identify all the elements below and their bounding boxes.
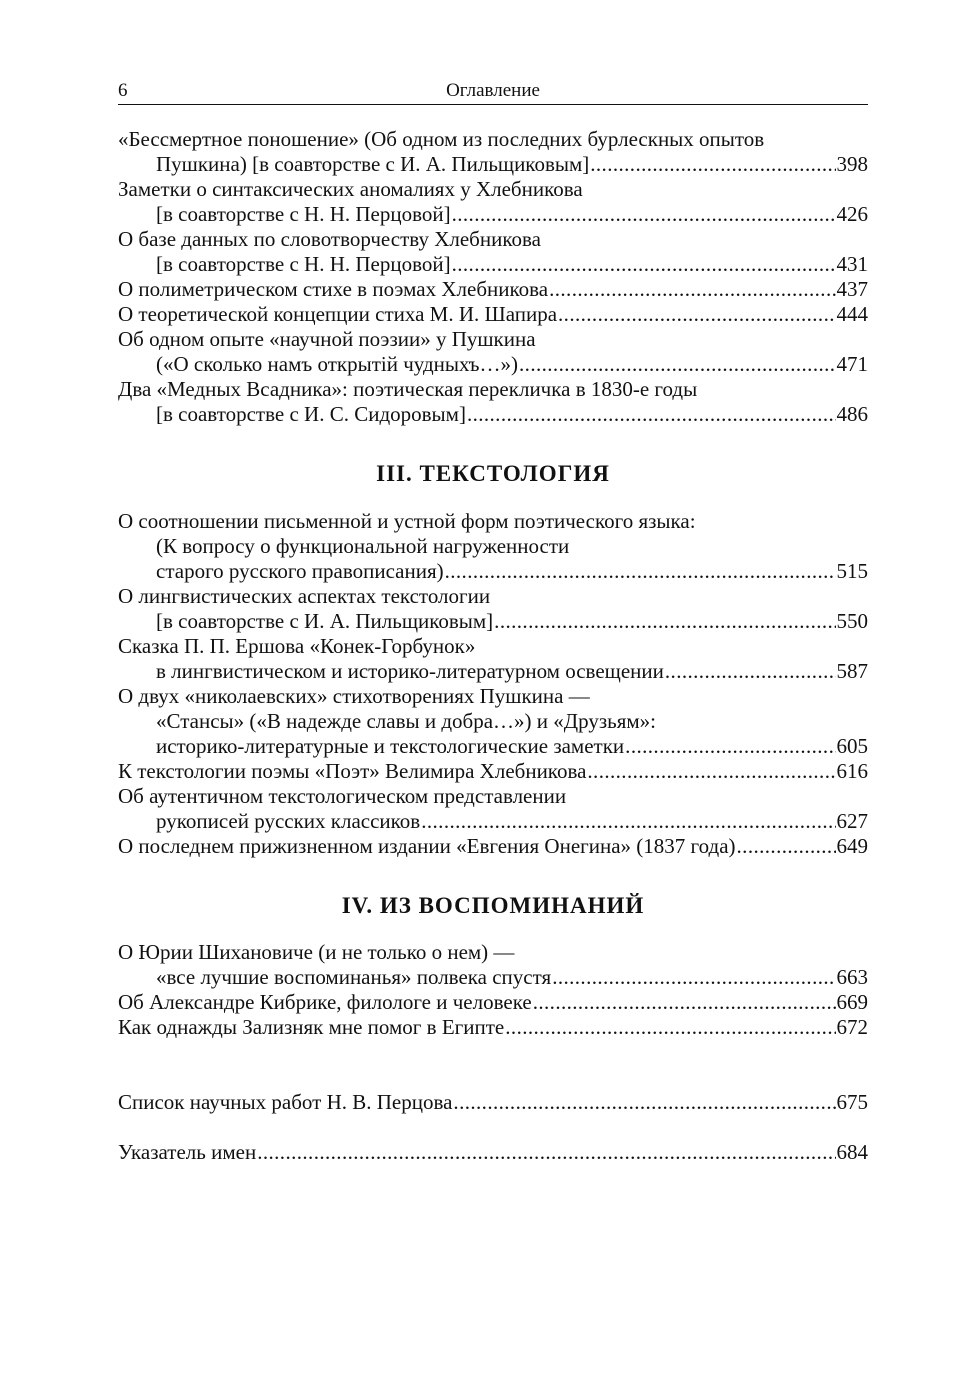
toc-entry-text: рукописей русских классиков (156, 809, 421, 833)
toc-page-ref: 444 (836, 302, 868, 326)
toc-section-memoirs (118, 940, 868, 1040)
toc-page-ref: 605 (836, 734, 868, 758)
toc-entry-text: Указатель имен (118, 1140, 257, 1164)
dot-leader (533, 990, 836, 1015)
toc-page-ref: 398 (836, 152, 868, 176)
toc-entry[interactable] (118, 327, 868, 377)
toc-entry-line: О Юрии Шихановиче (и не только о нем) — (118, 940, 515, 964)
toc-entry-line: О соотношении письменной и устной форм поэтического языка: (118, 509, 696, 533)
dot-leader (494, 609, 835, 634)
dot-leader (587, 759, 835, 784)
toc-entry-text: [в соавторстве с Н. Н. Перцовой] (156, 252, 451, 276)
dot-leader (549, 277, 835, 302)
toc-entry-text: О полиметрическом стихе в поэмах Хлебникова (118, 277, 549, 301)
toc-entry-leader (118, 352, 868, 377)
toc-entry-line: «Стансы» («В надежде славы и добра…») и «Друзьям»: (156, 709, 656, 733)
section-title-memoirs: IV. ИЗ ВОСПОМИНАНИЙ (341, 893, 645, 918)
dot-leader (452, 252, 836, 277)
toc-entry[interactable] (118, 784, 868, 834)
toc-entry[interactable] (118, 584, 868, 634)
toc-entry-leader (118, 759, 868, 784)
toc-entry-line: Заметки о синтаксических аномалиях у Хлебникова (118, 177, 583, 201)
toc-entry-line: О двух «николаевских» стихотворениях Пушкина — (118, 684, 590, 708)
toc-page-ref: 437 (836, 277, 868, 301)
toc-page-ref: 550 (836, 609, 868, 633)
dot-leader (257, 1140, 835, 1165)
toc-entry[interactable] (118, 634, 868, 684)
toc-entry-leader (118, 965, 868, 990)
toc-entry-leader (118, 402, 868, 427)
toc-entry[interactable] (118, 127, 868, 177)
dot-leader (452, 202, 836, 227)
toc-page-ref: 672 (836, 1015, 868, 1039)
toc-section-textology (118, 509, 868, 859)
toc-entry[interactable] (118, 990, 868, 1015)
dot-leader (665, 659, 836, 684)
toc-page-ref: 471 (836, 352, 868, 376)
dot-leader (421, 809, 835, 834)
toc-entry-leader (118, 609, 868, 634)
toc-page-ref: 684 (836, 1140, 868, 1164)
dot-leader (552, 965, 835, 990)
toc-entry-leader (118, 277, 868, 302)
toc-entry[interactable] (118, 377, 868, 427)
toc-group-continued (118, 127, 868, 427)
toc-entry[interactable] (118, 277, 868, 302)
toc-entry-text: историко-литературные и текстологические заметки (156, 734, 625, 758)
running-head-title: Оглавление (446, 80, 540, 101)
toc-page-ref: 663 (836, 965, 868, 989)
dot-leader (467, 402, 836, 427)
toc-entry-text: О теоретической концепции стиха М. И. Шапира (118, 302, 558, 326)
toc-entry-line: «Бессмертное поношение» (Об одном из последних бурлескных опытов (118, 127, 765, 151)
toc-entry-text: «все лучшие воспоминанья» полвека спустя (156, 965, 552, 989)
toc-entry-line: Об аутентичном текстологическом представлении (118, 784, 567, 808)
toc-entry[interactable] (118, 684, 868, 759)
toc-entry[interactable] (118, 940, 868, 990)
toc-entry-text: в лингвистическом и историко-литературном освещении (156, 659, 664, 683)
page-number: 6 (118, 80, 128, 101)
dot-leader (505, 1015, 835, 1040)
toc-entry-leader (118, 152, 868, 177)
dot-leader (445, 559, 836, 584)
toc-entry-line: О лингвистических аспектах текстологии (118, 584, 491, 608)
toc-entry-leader (118, 202, 868, 227)
toc-page (118, 78, 868, 1165)
toc-entry[interactable] (118, 1015, 868, 1040)
dot-leader (453, 1090, 835, 1115)
table-of-contents (118, 105, 868, 1165)
toc-entry-line: (К вопросу о функциональной нагруженности (156, 534, 570, 558)
toc-entry-text: [в соавторстве с И. А. Пильщиковым] (156, 609, 494, 633)
toc-page-ref: 515 (836, 559, 868, 583)
toc-page-ref: 486 (836, 402, 868, 426)
toc-page-ref: 669 (836, 990, 868, 1014)
toc-entry-text: К текстологии поэмы «Поэт» Велимира Хлебникова (118, 759, 587, 783)
toc-entry-text: Об Александре Кибрике, филологе и человеке (118, 990, 532, 1014)
toc-entry-text: Список научных работ Н. В. Перцова (118, 1090, 453, 1114)
toc-entry-text: [в соавторстве с И. С. Сидоровым] (156, 402, 466, 426)
toc-entry-line: Об одном опыте «научной поэзии» у Пушкина (118, 327, 536, 351)
toc-entry-text: О последнем прижизненном издании «Евгения Онегина» (1837 года) (118, 834, 736, 858)
toc-entry-leader (118, 734, 868, 759)
toc-page-ref: 431 (836, 252, 868, 276)
toc-entry[interactable] (118, 227, 868, 277)
section-title-textology: III. ТЕКСТОЛОГИЯ (376, 461, 610, 486)
running-head (118, 78, 868, 105)
toc-entry[interactable] (118, 759, 868, 784)
toc-entry-leader (118, 1140, 868, 1165)
dot-leader (737, 834, 836, 859)
toc-entry-line: Сказка П. П. Ершова «Конек-Горбунок» (118, 634, 476, 658)
toc-entry-text: Пушкина) [в соавторстве с И. А. Пильщиковым] (156, 152, 590, 176)
toc-entry-text: Как однажды Зализняк мне помог в Египте (118, 1015, 505, 1039)
toc-page-ref: 587 (836, 659, 868, 683)
toc-entry[interactable] (118, 834, 868, 859)
toc-entry-line: О базе данных по словотворчеству Хлебникова (118, 227, 541, 251)
toc-entry[interactable] (118, 509, 868, 584)
toc-entry-text: («О сколько намъ открытiй чудныхъ…») (156, 352, 519, 376)
toc-page-ref: 426 (836, 202, 868, 226)
toc-entry-text: старого русского правописания) (156, 559, 444, 583)
toc-entry[interactable] (118, 177, 868, 227)
toc-page-ref: 616 (836, 759, 868, 783)
toc-page-ref: 675 (836, 1090, 868, 1114)
dot-leader (590, 152, 835, 177)
toc-page-ref: 649 (836, 834, 868, 858)
toc-entry-leader (118, 990, 868, 1015)
toc-entry-leader (118, 809, 868, 834)
toc-entry[interactable] (118, 302, 868, 327)
dot-leader (558, 302, 835, 327)
dot-leader (625, 734, 835, 759)
toc-entry-bibliography[interactable] (118, 1090, 868, 1115)
toc-entry-leader (118, 659, 868, 684)
toc-entry-leader (118, 559, 868, 584)
toc-entry-leader (118, 302, 868, 327)
dot-leader (519, 352, 835, 377)
toc-entry-leader (118, 1015, 868, 1040)
toc-page-ref: 627 (836, 809, 868, 833)
toc-entry-leader (118, 252, 868, 277)
toc-entry-text: [в соавторстве с Н. Н. Перцовой] (156, 202, 451, 226)
toc-entry-leader (118, 834, 868, 859)
toc-entry-index[interactable] (118, 1140, 868, 1165)
toc-entry-leader (118, 1090, 868, 1115)
toc-entry-line: Два «Медных Всадника»: поэтическая перекличка в 1830-е годы (118, 377, 698, 401)
